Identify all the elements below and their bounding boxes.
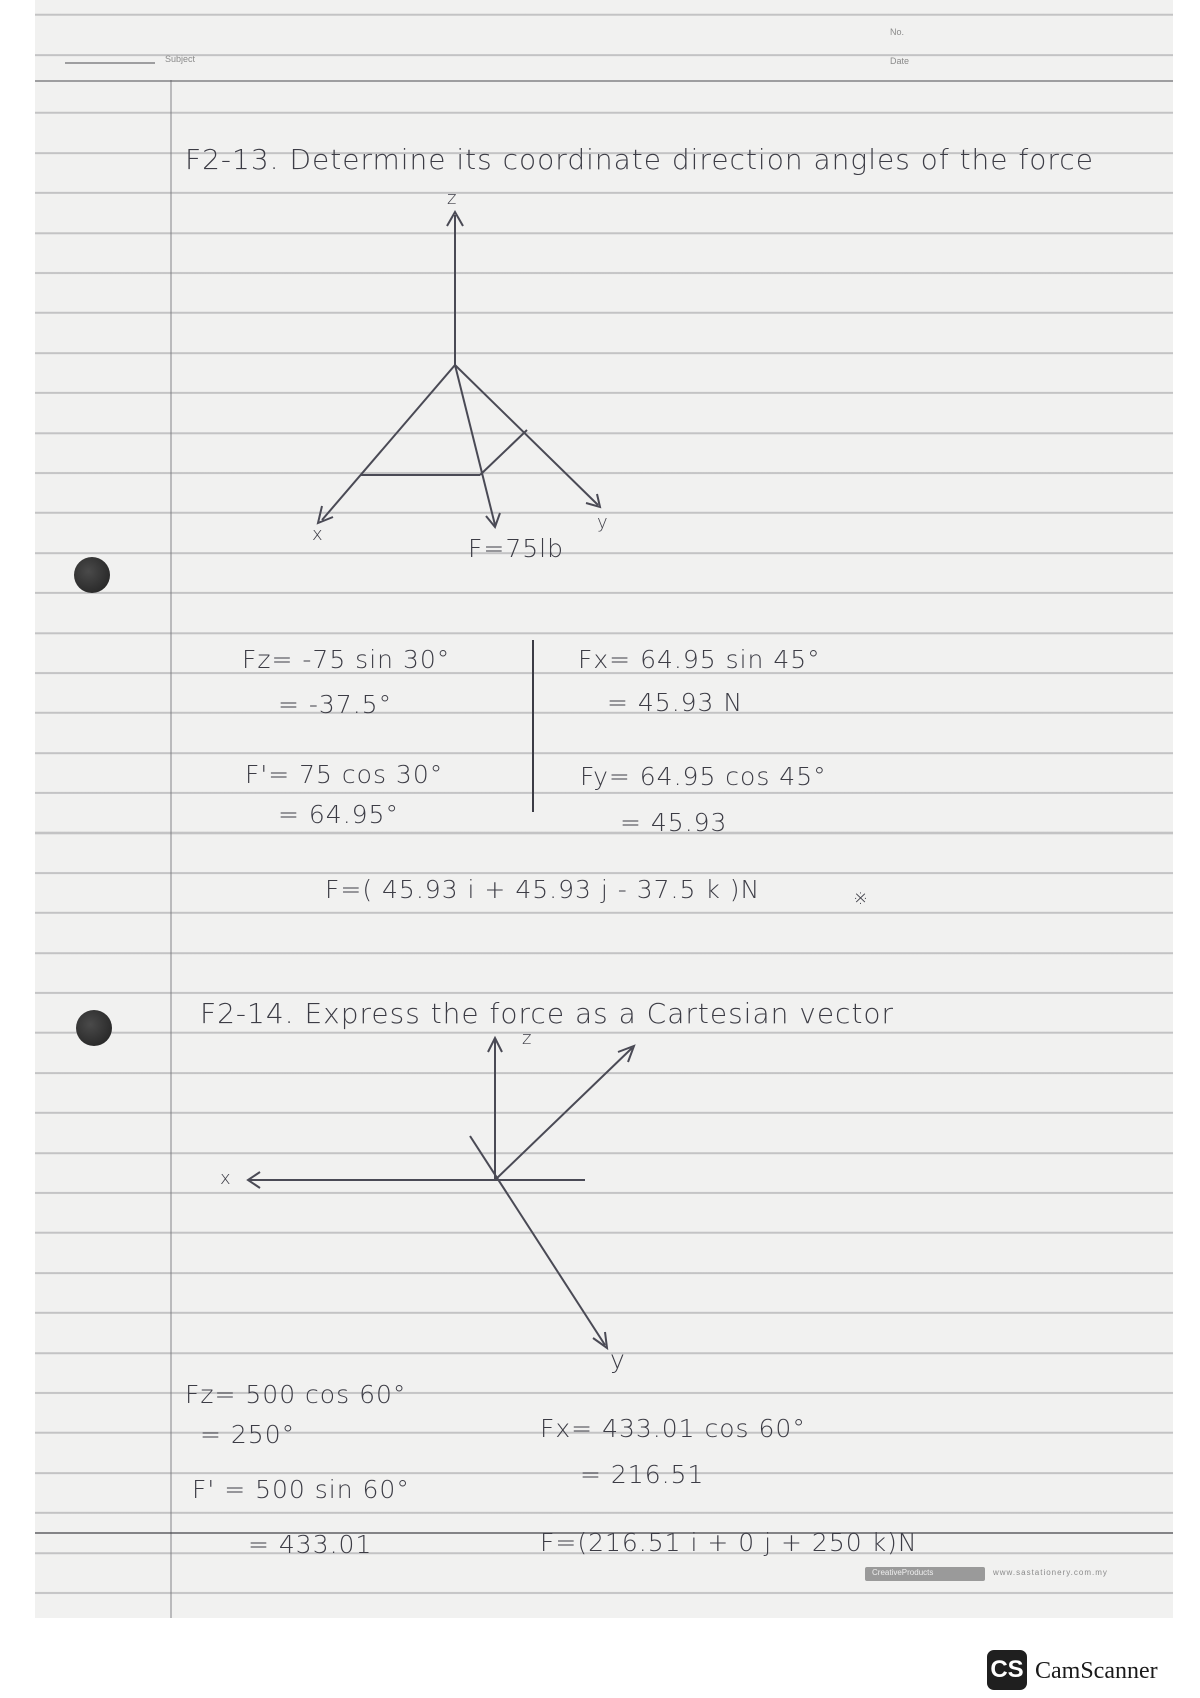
footer-brand-text: CreativeProducts (872, 1568, 934, 1577)
camscanner-watermark: CamScanner (1035, 1658, 1158, 1684)
p14-result: F=(216.51 i + 0 j + 250 k)N (540, 1528, 918, 1557)
p13-left-calc-2: = -37.5° (278, 690, 393, 719)
p13-left-calc-3: F'= 75 cos 30° (245, 760, 444, 789)
p13-axis-x-label: x (312, 524, 324, 545)
f2-13-diagram (318, 212, 600, 527)
p13-result: F=( 45.93 i + 45.93 j - 37.5 k )N (325, 875, 761, 904)
p14-right-calc-1: Fx= 433.01 cos 60° (540, 1414, 806, 1443)
p13-right-calc-1: Fx= 64.95 sin 45° (578, 645, 821, 674)
y-axis-arrowhead-2 (593, 1332, 607, 1348)
p14-left-calc-1: Fz= 500 cos 60° (185, 1380, 407, 1409)
calc-divider (532, 640, 534, 812)
p13-left-calc-1: Fz= -75 sin 30° (242, 645, 451, 674)
x-axis-line (322, 365, 455, 520)
p13-result-mark: ※ (853, 888, 870, 909)
p14-axis-z-label: z (522, 1028, 533, 1049)
p13-axis-y-label: y (597, 512, 609, 533)
y-axis-line-2 (470, 1136, 605, 1345)
footer-url: www.sastationery.com.my (993, 1568, 1108, 1577)
p13-left-calc-4: = 64.95° (278, 800, 399, 829)
y-axis-line (455, 365, 598, 505)
p13-right-calc-2: = 45.93 N (607, 688, 744, 717)
f2-14-diagram (248, 1038, 634, 1348)
construction-line-2 (480, 430, 527, 475)
p13-right-calc-3: Fy= 64.95 cos 45° (580, 762, 827, 791)
p14-right-calc-2: = 216.51 (580, 1460, 705, 1489)
camscanner-logo-icon: CS (987, 1650, 1027, 1690)
p13-force-label: F=75lb (468, 534, 564, 563)
date-label: Date (890, 56, 910, 66)
p14-left-calc-2: = 250° (200, 1420, 296, 1449)
p13-axis-z-label: z (447, 188, 458, 209)
p14-left-calc-4: = 433.01 (248, 1530, 373, 1559)
force-vector-line (455, 365, 495, 525)
p14-axis-x-label: x (220, 1168, 232, 1189)
p14-left-calc-3: F' = 500 sin 60° (192, 1475, 410, 1504)
p14-axis-y-label: y (610, 1345, 626, 1374)
problem-13-title: F2-13. Determine its coordinate direction angles of the force (185, 143, 1094, 176)
force-vector-line-2 (495, 1048, 632, 1180)
no-label: No. (890, 27, 905, 37)
problem-14-title: F2-14. Express the force as a Cartesian vector (200, 997, 895, 1030)
p13-right-calc-4: = 45.93 (620, 808, 728, 837)
subject-label: Subject (165, 54, 196, 64)
